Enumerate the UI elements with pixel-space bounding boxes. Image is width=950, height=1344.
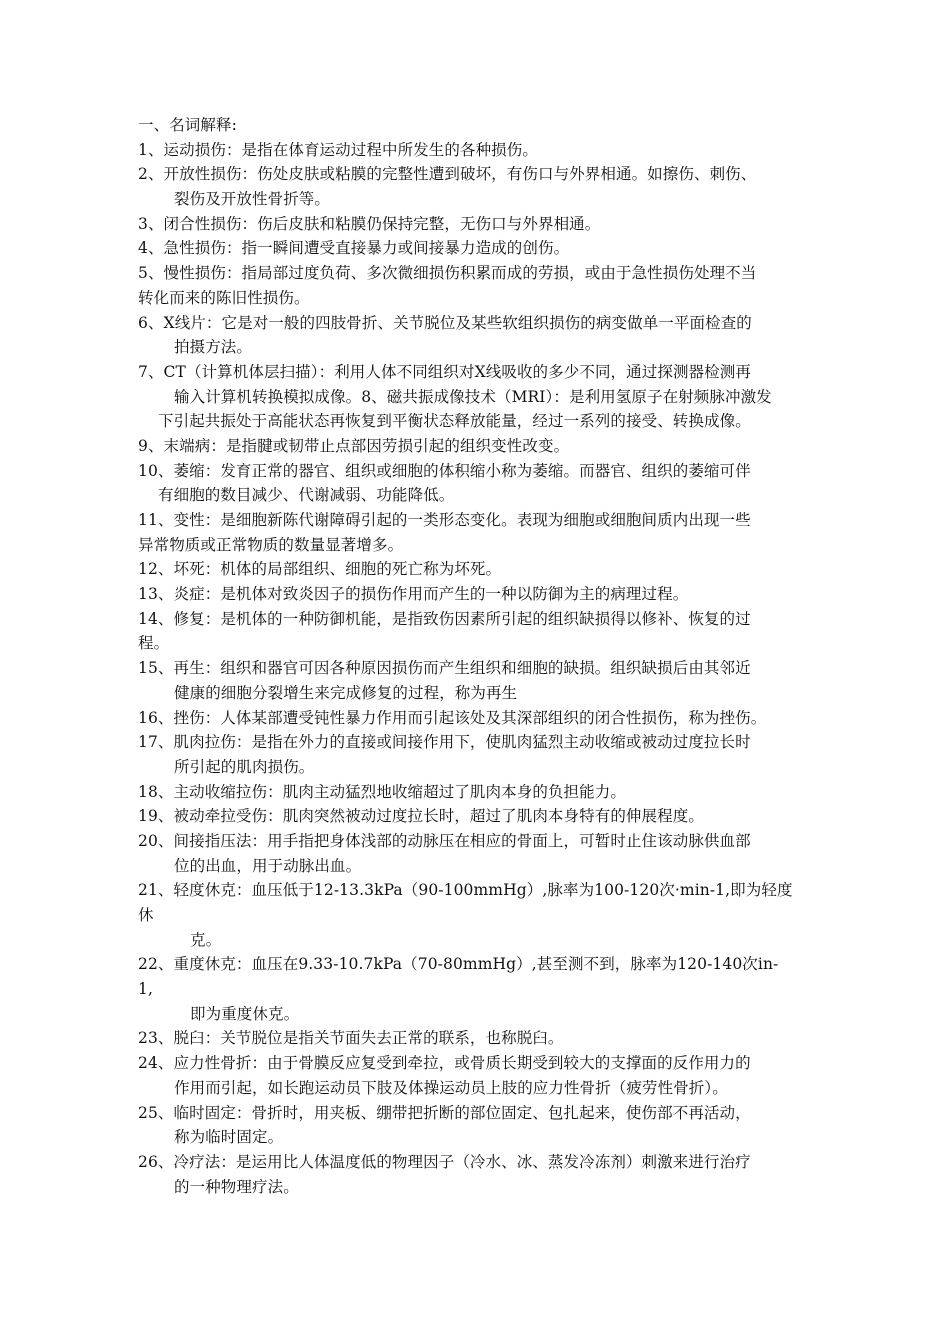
term-line: 15、再生：组织和器官可因各种原因损伤而产生组织和细胞的缺损。组织缺损后由其邻近 — [138, 659, 751, 678]
term-line: 1、运动损伤：是指在体育运动过程中所发生的各种损伤。 — [138, 140, 538, 159]
term-line: 2、开放性损伤：伤处皮肤或粘膜的完整性遭到破坏，有伤口与外界相通。如擦伤、刺伤、 — [138, 165, 757, 184]
term-continuation-line: 位的出血，用于动脉出血。 — [174, 856, 362, 875]
term-line: 11、变性：是细胞新陈代谢障碍引起的一类形态变化。表现为细胞或细胞间质内出现一些 — [138, 511, 751, 529]
term-line: 12、坏死：机体的局部组织、细胞的死亡称为坏死。 — [138, 560, 502, 579]
term-line: 16、挫伤：人体某部遭受钝性暴力作用而引起该处及其深部组织的闭合性损伤，称为挫伤。 — [138, 708, 767, 727]
term-continuation-line: 作用而引起，如长跑运动员下肢及体操运动员上肢的应力性骨折（疲劳性骨折）。 — [174, 1078, 728, 1097]
term-line: 20、间接指压法：用手指把身体浅部的动脉压在相应的骨面上，可暂时止住该动脉供血部 — [138, 831, 751, 850]
term-continuation-line: 健康的细胞分裂增生来完成修复的过程，称为再生 — [174, 683, 518, 702]
term-line: 5、慢性损伤：指局部过度负荷、多次微细损伤积累而成的劳损，或由于急性损伤处理不当 — [138, 264, 757, 283]
term-continuation-line: 裂伤及开放性骨折等。 — [174, 190, 331, 209]
term-line: 6、X线片：它是对一般的四肢骨折、关节脱位及某些软组织损伤的病变做单一平面检查的 — [138, 313, 752, 332]
term-continuation-line: 有细胞的数目减少、代谢减弱、功能降低。 — [158, 486, 455, 505]
term-continuation-line: 1, — [138, 980, 153, 999]
term-continuation-line: 称为临时固定。 — [174, 1128, 284, 1147]
term-line: 3、闭合性损伤：伤后皮肤和粘膜仍保持完整，无伤口与外界相通。 — [138, 214, 601, 233]
term-line: 26、冷疗法：是运用比人体温度低的物理因子（冷水、冰、蒸发冷冻剂）刺激来进行治疗 — [138, 1152, 751, 1171]
term-continuation-line: 输入计算机转换模拟成像。8、磁共振成像技术（MRI）：是利用氢原子在射频脉冲激发 — [174, 387, 772, 406]
term-line: 19、被动牵拉受伤：肌肉突然被动过度拉长时，超过了肌肉本身特有的伸展程度。 — [138, 807, 704, 826]
document-body — [138, 113, 828, 1199]
term-line: 9、末端病：是指腱或韧带止点部因劳损引起的组织变性改变。 — [138, 436, 570, 455]
term-line: 24、应力性骨折：由于骨膜反应复受到牵拉，或骨质长期受到较大的支撑面的反作用力的 — [138, 1054, 751, 1073]
term-continuation-line: 拍摄方法。 — [174, 338, 253, 357]
term-line: 10、萎缩：发育正常的器官、组织或细胞的体积缩小称为萎缩。而器官、组织的萎缩可伴 — [138, 461, 751, 480]
term-continuation-line: 异常物质或正常物质的数量显著增多。 — [138, 535, 404, 554]
term-line: 14、修复：是机体的一种防御机能，是指致伤因素所引起的组织缺损得以修补、恢复的过 — [138, 609, 751, 628]
term-line: 22、重度休克：血压在9.33-10.7kPa（70-80mmHg）,甚至测不到，脉率为120-140次in- — [138, 955, 779, 974]
term-line: 13、炎症：是机体对致炎因子的损伤作用而产生的一种以防御为主的病理过程。 — [138, 585, 689, 604]
term-line: 4、急性损伤：指一瞬间遭受直接暴力或间接暴力造成的创伤。 — [138, 239, 570, 258]
term-continuation-line: 下引起共振处于高能状态再恢复到平衡状态释放能量，经过一系列的接受、转换成像。 — [158, 412, 751, 431]
term-continuation-line: 克。 — [190, 930, 222, 949]
term-line: 18、主动收缩拉伤：肌肉主动猛烈地收缩超过了肌肉本身的负担能力。 — [138, 782, 626, 801]
term-line: 25、临时固定：骨折时，用夹板、绷带把折断的部位固定、包扎起来，使伤部不再活动， — [138, 1103, 751, 1122]
term-line: 7、CT（计算机体层扫描）：利用人体不同组织对X线吸收的多少不同，通过探测器检测再 — [138, 362, 751, 381]
term-continuation-line: 转化而来的陈旧性损伤。 — [138, 288, 310, 307]
term-continuation-line: 即为重度休克。 — [190, 1004, 300, 1023]
term-line: 17、肌肉拉伤：是指在外力的直接或间接作用下，使肌肉猛烈主动收缩或被动过度拉长时 — [138, 733, 751, 752]
section-heading: 一、名词解释: — [138, 116, 237, 134]
term-line: 23、脱臼：关节脱位是指关节面失去正常的联系，也称脱臼。 — [138, 1029, 564, 1048]
term-continuation-line: 休 — [138, 906, 154, 924]
term-continuation-line: 所引起的肌肉损伤。 — [174, 757, 315, 776]
term-continuation-line: 程。 — [138, 634, 170, 653]
term-continuation-line: 的一种物理疗法。 — [174, 1177, 299, 1196]
term-line: 21、轻度休克：血压低于12-13.3kPa（90-100mmHg）,脉率为100-120次·min-1,即为轻度 — [138, 881, 793, 900]
